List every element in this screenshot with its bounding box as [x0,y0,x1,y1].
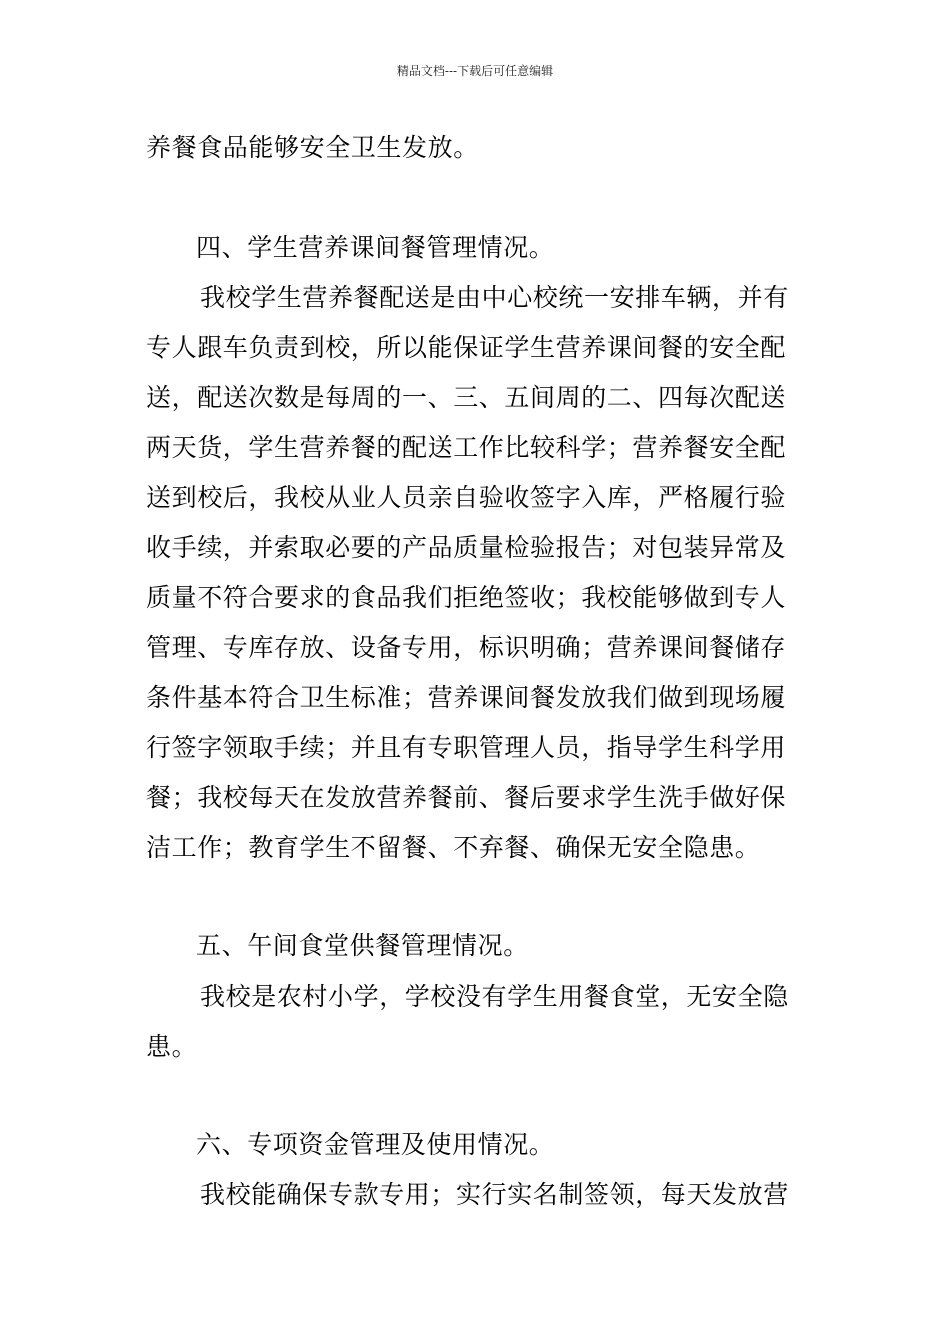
paragraph-line: 我校能确保专款专用；实行实名制签领，每天发放营 [200,1180,789,1209]
paragraph-line: 管理、专库存放、设备专用，标识明确；营养课间餐储存 [146,633,787,662]
paragraph-line: 洁工作；教育学生不留餐、不弃餐、确保无安全隐患。 [146,833,761,862]
paragraph-line: 质量不符合要求的食品我们拒绝签收；我校能够做到专人 [146,583,787,612]
paragraph-line: 行签字领取手续；并且有专职管理人员，指导学生科学用 [146,733,787,762]
paragraph-line: 患。 [146,1032,198,1061]
paragraph-line: 送，配送次数是每周的一、三、五间周的二、四每次配送 [146,383,787,412]
paragraph-line: 养餐食品能够安全卫生发放。 [146,133,479,162]
paragraph-line: 送到校后，我校从业人员亲自验收签字入库，严格履行验 [146,483,787,512]
paragraph-line: 专人跟车负责到校，所以能保证学生营养课间餐的安全配 [146,333,787,362]
paragraph-line: 两天货，学生营养餐的配送工作比较科学；营养餐安全配 [146,433,787,462]
paragraph-line: 收手续，并索取必要的产品质量检验报告；对包装异常及 [146,533,787,562]
paragraph-line: 餐；我校每天在发放营养餐前、餐后要求学生洗手做好保 [146,783,787,812]
paragraph-line: 我校是农村小学，学校没有学生用餐食堂，无安全隐 [200,982,789,1011]
section-heading-4: 四、学生营养课间餐管理情况。 [196,233,555,262]
page-header: 精品文档---下载后可任意编辑 [396,64,554,78]
section-heading-6: 六、专项资金管理及使用情况。 [196,1130,555,1159]
section-heading-5: 五、午间食堂供餐管理情况。 [196,931,529,960]
paragraph-line: 我校学生营养餐配送是由中心校统一安排车辆，并有 [200,283,789,312]
paragraph-line: 条件基本符合卫生标准；营养课间餐发放我们做到现场履 [146,683,787,712]
